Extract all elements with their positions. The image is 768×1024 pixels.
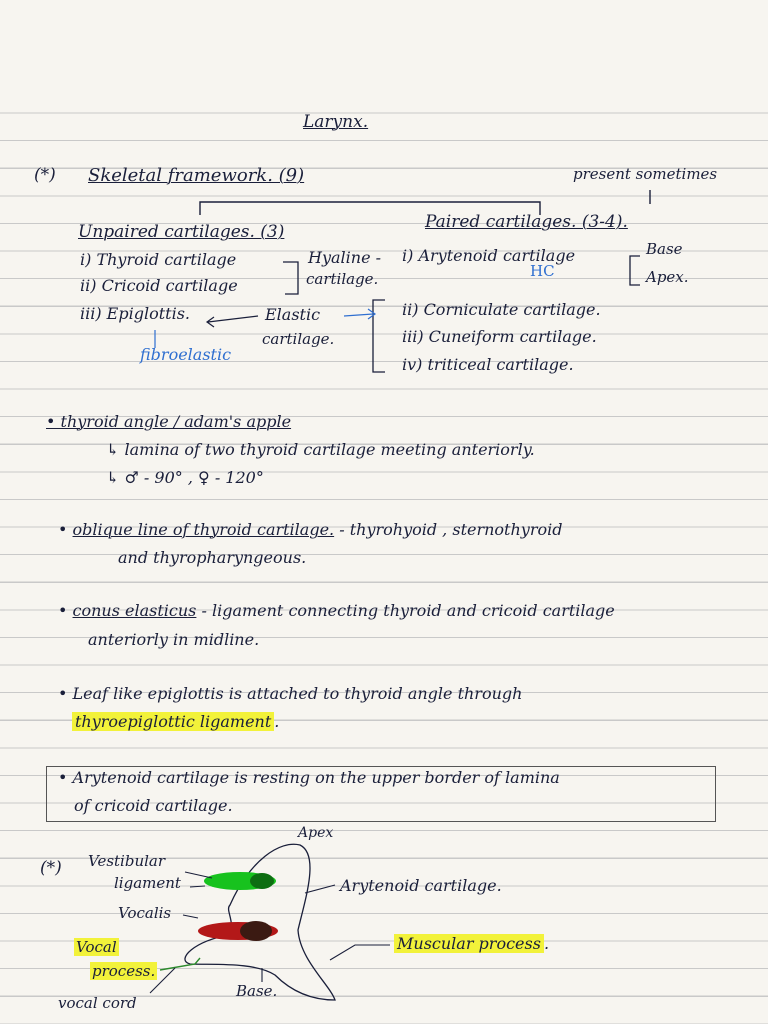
present-sometimes-note: present sometimes	[573, 165, 718, 183]
apex-label: Apex.	[646, 268, 689, 286]
diagram-apex-label: Apex	[298, 825, 334, 841]
paired-item-3: iii) Cuneiform cartilage.	[402, 327, 597, 346]
page-title: Larynx.	[303, 112, 369, 132]
conus-elasticus-note: • conus elasticus - ligament connecting thyroid and cricoid cartilage	[58, 601, 615, 620]
vestibular-label: Vestibular	[88, 852, 166, 870]
conus-elasticus-cont: anteriorly in midline.	[88, 630, 260, 649]
skeletal-framework-heading: Skeletal framework. (9)	[88, 165, 305, 186]
muscular-process-label: Muscular process .	[394, 934, 549, 953]
ligament-label: ligament	[114, 874, 181, 892]
hc-note: HC	[530, 262, 555, 280]
process-label: process.	[92, 962, 156, 980]
arytenoid-cartilage-label: Arytenoid cartilage.	[340, 876, 502, 895]
vocal-cord-label: vocal cord	[58, 994, 137, 1012]
unpaired-item-1: i) Thyroid cartilage	[80, 250, 237, 269]
oblique-line-note: • oblique line of thyroid cartilage. - thyrohyoid , sternothyroid	[58, 520, 562, 539]
elastic-label: Elastic	[265, 305, 321, 324]
section-marker: (*)	[34, 165, 56, 185]
paired-item-2: ii) Corniculate cartilage.	[402, 300, 601, 319]
oblique-line-cont: and thyropharyngeous.	[118, 548, 307, 567]
diagram-base-label: Base.	[236, 982, 278, 1000]
elastic-cartilage-label: cartilage.	[262, 330, 335, 348]
paired-item-4: iv) triticeal cartilage.	[402, 355, 574, 374]
paired-item-1: i) Arytenoid cartilage	[402, 246, 576, 265]
arytenoid-note: • Arytenoid cartilage is resting on the upper border of lamina	[58, 768, 560, 787]
thyroid-angle-sub-1: ↳ lamina of two thyroid cartilage meeting anteriorly.	[106, 440, 535, 459]
arytenoid-cont: of cricoid cartilage.	[74, 796, 233, 815]
epiglottis-note: • Leaf like epiglottis is attached to thyroid angle through	[58, 684, 522, 703]
fibroelastic-note: fibroelastic	[140, 345, 232, 364]
base-label: Base	[646, 240, 683, 258]
diagram-marker: (*)	[40, 858, 62, 878]
unpaired-item-3: iii) Epiglottis.	[80, 304, 190, 323]
hyaline-label: Hyaline -	[308, 248, 382, 267]
paired-heading: Paired cartilages. (3-4).	[425, 212, 628, 232]
hyaline-cartilage-label: cartilage.	[306, 270, 379, 288]
epiglottis-cont: thyroepiglottic ligament .	[72, 712, 279, 731]
thyroid-angle-note: • thyroid angle / adam's apple	[46, 412, 291, 431]
unpaired-item-2: ii) Cricoid cartilage	[80, 276, 238, 295]
vocal-label: Vocal	[76, 938, 117, 956]
unpaired-heading: Unpaired cartilages. (3)	[78, 222, 285, 242]
thyroid-angle-sub-2: ↳ ♂ - 90° , ♀ - 120°	[106, 468, 264, 487]
vocalis-label: Vocalis	[118, 904, 172, 922]
